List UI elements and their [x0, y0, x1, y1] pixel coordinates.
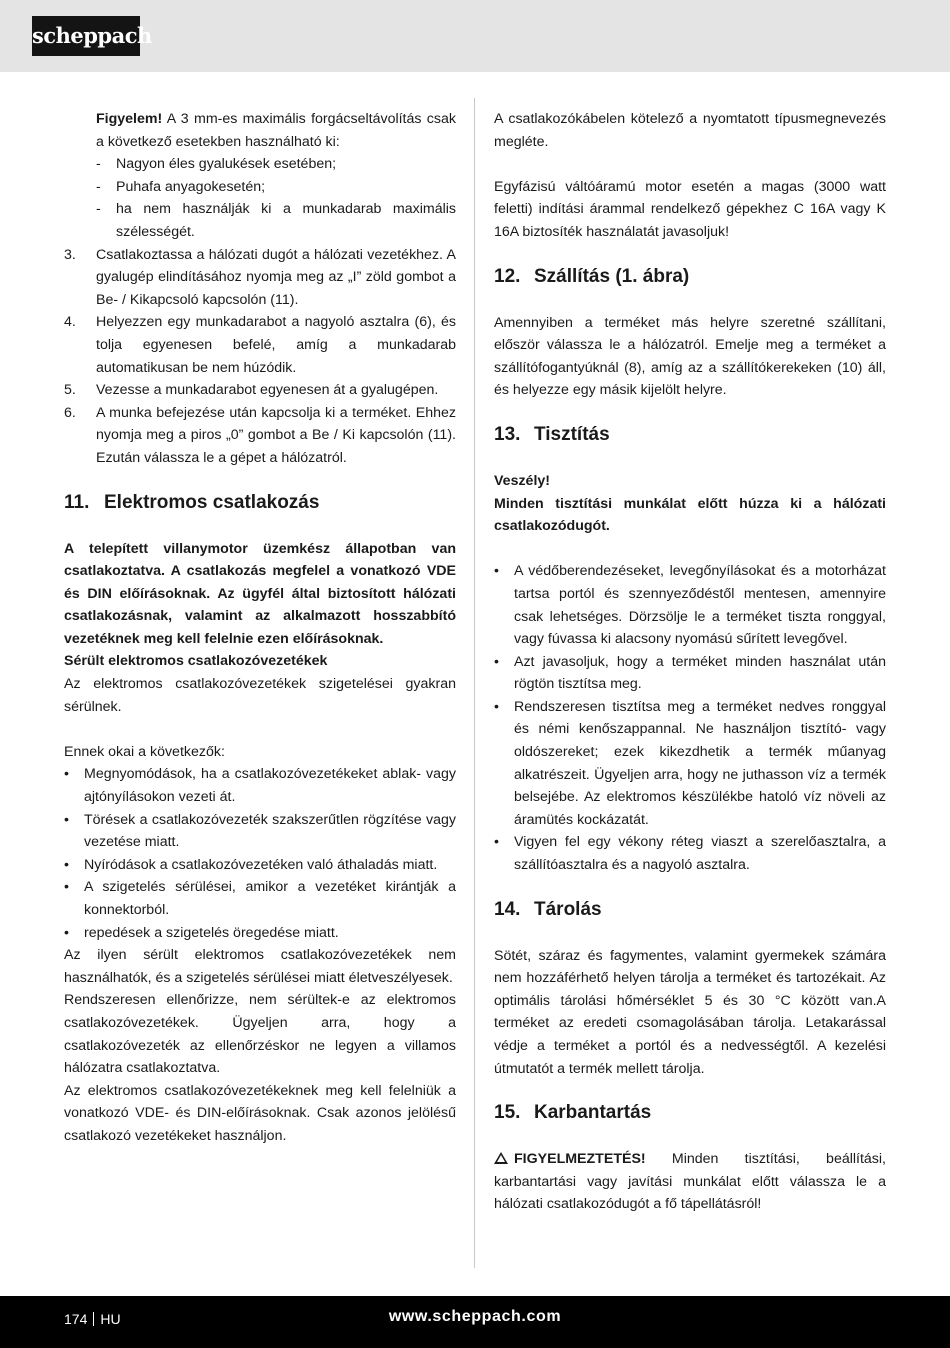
website-link[interactable]: www.scheppach.com: [388, 1308, 562, 1325]
page-footer: [0, 1296, 950, 1348]
list-item: • Vigyen fel egy vékony réteg viaszt a szerelőasztalra, a szállítóasztalra és a nagyoló asztalra.: [494, 834, 886, 874]
list-item: • A védőberendezéseket, levegőnyílásokat és a motorházat tartsa portól és szennyeződéstől mentesen, amennyire csak lehetséges. Dörzsölje le a terméket tiszta ronggyal, vagy fúvassa ki alacsony nyomású sűrített levegővel.: [494, 563, 886, 648]
section-heading-13: 13. Tisztítás: [494, 423, 610, 445]
list-item: - Nagyon éles gyalukések esetében;: [96, 156, 337, 173]
paragraph: Egyfázisú váltóáramú motor esetén a magas (3000 watt feletti) indítási árammal rendelkező gépekhez C 16A vagy K 16A biztosíték használatát javasoljuk!: [494, 178, 886, 240]
step-item: 5. Vezesse a munkadarabot egyenesen át a gyalugépen.: [64, 382, 439, 399]
list-item: • Nyíródások a csatlakozóvezetéken való áthaladás miatt.: [64, 856, 438, 873]
list-item: - ha nem használják ki a munkadarab maximális szélességét.: [96, 201, 456, 240]
column-divider: [474, 98, 475, 1268]
warning-text: A 3 mm-es maximális forgácseltávolítás csak a következő esetekben használható ki:: [96, 111, 456, 150]
section-heading-14: 14. Tárolás: [494, 898, 602, 920]
paragraph: A csatlakozókábelen kötelező a nyomtatott típusmegnevezés megléte.: [494, 111, 886, 150]
list-item: • Rendszeresen tisztítsa meg a terméket nedves ronggyal és némi kenőszappannal. Ne használjon tisztító- vagy oldószereket; ezek kikezdhetik a termék műanyag alkatrészeit. Ügyeljen arra, hogy ne juthasson víz a termék belsejébe. Az elektromos készülékbe hatoló víz növeli az áramütés kockázatát.: [494, 698, 886, 828]
list-item: • A szigetelés sérülései, amikor a vezetéket kirántják a konnektorból.: [64, 879, 456, 918]
danger-text: Minden tisztítási munkálat előtt húzza ki a hálózati csatlakozódugót.: [494, 495, 886, 535]
left-column: [64, 108, 456, 1148]
dash-list: [64, 153, 456, 243]
causes-list: [64, 763, 456, 944]
subheading: Sérült elektromos csatlakozóvezetékek: [64, 653, 328, 670]
paragraph: Az elektromos csatlakozóvezetékek szigetelései gyakran sérülnek.: [64, 676, 456, 715]
warning-triangle-icon: [494, 1152, 508, 1164]
list-item: • Megnyomódások, ha a csatlakozóvezetékeket ablak- vagy ajtónyílásokon vezeti át.: [64, 766, 456, 806]
step-item: 6. A munka befejezése után kapcsolja ki a terméket. Ehhez nyomja meg a piros „0” gombot a Be / Ki kapcsolón (11). Ezután válassza le a gépet a hálózatról.: [64, 404, 456, 466]
warning-label: Figyelem!: [96, 111, 163, 127]
brand-logo: scheppach: [32, 16, 140, 56]
page-number: 174 HU: [64, 1311, 121, 1327]
list-item: • Törések a csatlakozóvezeték szakszerűtlen rögzítése vagy vezetése miatt.: [64, 811, 456, 851]
warning-text: Minden tisztítási, beállítási, karbantartási vagy javítási munkálat előtt válassza le a hálózati csatlakozódugót a fő tápellátásról!: [494, 1151, 886, 1213]
section-heading-11: 11. Elektromos csatlakozás: [64, 491, 320, 513]
paragraph: Az elektromos csatlakozóvezetékeknek meg kell felelniük a vonatkozó VDE- és DIN-előírásoknak. Csak azonos jelölésű csatlakozó vezetékeket használjon.: [64, 1082, 456, 1144]
danger-label: Veszély!: [494, 472, 551, 489]
list-item: • Azt javasoljuk, hogy a terméket minden használat után rögtön tisztítsa meg.: [494, 653, 886, 693]
warning-paragraph: [494, 1148, 886, 1216]
bold-intro: A telepített villanymotor üzemkész állapotban van csatlakoztatva. A csatlakozás megfelel a vonatkozó VDE és DIN előírásoknak. Az ügyfél által biztosított hálózati csatlakozásnak, valamint az alkalmazott hosszabbító vezetéknek meg kell felelnie ezen előírásoknak.: [64, 540, 456, 647]
paragraph: Amennyiben a terméket más helyre szeretné szállítani, először válassza le a hálózatról. Emelje meg a terméket a szállítófogantyúknál (8), amíg az a szállítókerekeken (10) áll, és helyezze egy másik kijelölt helyre.: [494, 314, 886, 399]
section-heading-15: 15. Karbantartás: [494, 1102, 652, 1124]
cleaning-list: [494, 560, 886, 876]
page-header: [0, 0, 950, 72]
paragraph: Rendszeresen ellenőrizze, nem sérültek-e az elektromos csatlakozóvezetékek. Ügyeljen arra, hogy a csatlakozóvezeték az ellenőrzéskor ne legyen a villamos hálózatra csatlakoztatva.: [64, 992, 456, 1077]
language-code: HU: [100, 1311, 121, 1327]
step-item: 3. Csatlakoztassa a hálózati dugót a hálózati vezetékhez. A gyalugép elindításához nyomja meg az „I” zöld gombot a Be- / Kikapcsoló kapcsolón (11).: [64, 246, 456, 308]
warning-note: [64, 108, 456, 153]
right-column: [494, 108, 886, 1216]
list-item: • repedések a szigetelés öregedése miatt.: [64, 924, 339, 941]
step-item: 4. Helyezzen egy munkadarabot a nagyoló asztalra (6), és tolja egyenesen befelé, amíg a munkadarab automatikusan be nem húzódik.: [64, 314, 456, 376]
list-item: - Puhafa anyagokesetén;: [96, 178, 266, 195]
paragraph: Az ilyen sérült elektromos csatlakozóvezetékek nem használhatók, és a szigetelés sérülései miatt életveszélyesek.: [64, 947, 456, 986]
paragraph: Sötét, száraz és fagymentes, valamint gyermekek számára nem hozzáférhető helyen tárolja a terméket és tartozékait. Az optimális tárolási hőmérséklet 5 és 30 °C között van.A terméket az eredeti csomagolásában tárolja. Letakarással védje a terméket a portól és a nedvességtől. A kezelési útmutatót a termék mellett tárolja.: [494, 947, 886, 1077]
causes-intro: Ennek okai a következők:: [64, 743, 225, 760]
warning-label: FIGYELMEZTETÉS!: [514, 1151, 646, 1168]
section-heading-12: 12. Szállítás (1. ábra): [494, 265, 690, 287]
